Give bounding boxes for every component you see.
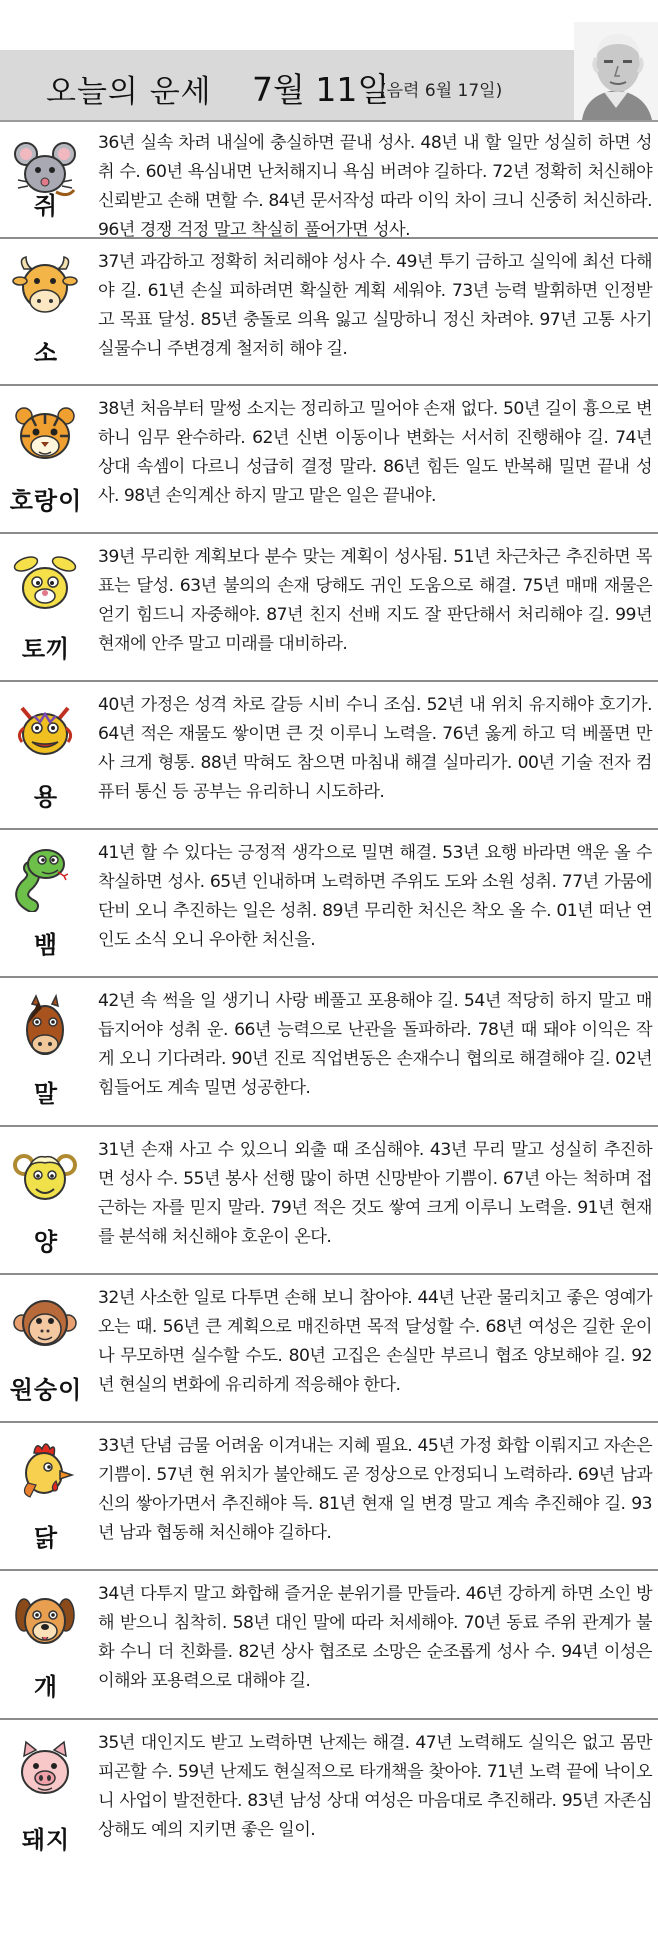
fortune-text: 38년 처음부터 말썽 소지는 정리하고 밀어야 손재 없다. 50년 길이 흉으로 변하니 임무 완수하라. 62년 신변 이동이나 변화는 서서히 진행해야 길. 74년 상대 속셈이 다르니 성급히 결정 말라. 86년 힘든 일도 반복해 밀면 끝내 성사. 98년 손익계산 하지 말고 맡은 일은 끝내야. — [98, 399, 652, 506]
fortune-text: 32년 사소한 일로 다투면 손해 보니 참아야. 44년 난관 물리치고 좋은 영예가 오는 때. 56년 큰 계획으로 매진하면 목적 달성할 수. 68년 여성은 길한 운이나 무모하면 실수할 수도. 80년 고집은 손실만 부르니 협조 양보해야 길. 92년 현실의 변화에 유리하게 적응해야 한다. — [98, 1288, 652, 1395]
animal-cell — [0, 386, 92, 532]
dog-icon — [12, 1587, 78, 1653]
dragon-icon — [12, 698, 78, 764]
fortune-text: 31년 손재 사고 수 있으니 외출 때 조심해야. 43년 무리 말고 성실히 추진하면 성사 수. 55년 봉사 선행 많이 하면 신망받아 기쁨이. 67년 아는 척하며 접근하는 자를 믿지 말라. 79년 적은 것도 쌓여 크게 이루니 노력을. 91년 현재를 분석해 처신해야 호운이 온다. — [98, 1140, 652, 1247]
tiger-icon — [12, 402, 78, 468]
animal-name: 양 — [33, 1228, 59, 1256]
animal-cell — [0, 830, 92, 976]
animal-name: 쥐 — [33, 192, 59, 220]
animal-name: 돼지 — [21, 1826, 71, 1854]
fortune-row-tiger — [0, 386, 658, 534]
fortune-text: 33년 단념 금물 어려움 이겨내는 지혜 필요. 45년 가정 화합 이뤄지고 자손은 기쁨이. 57년 현 위치가 불안해도 곧 정상으로 안정되니 노력하라. 69년 남과 신의 쌓아가면서 추진해야 득. 81년 현재 일 변경 말고 계속 추진해야 길. 93년 남과 협동해 처신해야 길하다. — [98, 1436, 652, 1543]
fortune-text: 34년 다투지 말고 화합해 즐거운 분위기를 만들라. 46년 강하게 하면 소인 방해 받으니 침착히. 58년 대인 말에 따라 처세해야. 70년 동료 주위 관계가 불화 수니 더 친화를. 82년 상사 협조로 소망은 순조롭게 성사 수. 94년 이성은 이해와 포용력으로 대해야 길. — [98, 1584, 652, 1691]
fortune-text: 42년 속 썩을 일 생기니 사랑 베풀고 포용해야 길. 54년 적당히 하지 말고 매듭지어야 성취 운. 66년 능력으로 난관을 돌파하라. 78년 때 돼야 이익은 작게 오니 기다려라. 90년 진로 직업변동은 손재수니 협의로 해결해야 길. 02년 힘들어도 계속 밀면 성공한다. — [98, 991, 652, 1098]
fortune-text: 41년 할 수 있다는 긍정적 생각으로 밀면 해결. 53년 요행 바라면 액운 올 수 착실하면 성사. 65년 인내하며 노력하면 주위도 도와 소원 성취. 77년 가뭄에 단비 오니 추진하는 일은 성취. 89년 무리한 처신은 착오 올 수. 01년 떠난 연인도 소식 오니 우아한 처신을. — [98, 843, 652, 950]
fortune-text: 40년 가정은 성격 차로 갈등 시비 수니 조심. 52년 내 위치 유지해야 호기가. 64년 적은 재물도 쌓이면 큰 것 이루니 노력을. 76년 옳게 하고 덕 베풀면 만사 크게 형통. 88년 막혀도 참으면 마침내 해결 실마리가. 00년 기술 전자 컴퓨터 통신 등 공부는 유리하니 시도하라. — [98, 695, 652, 802]
rooster-icon — [12, 1439, 78, 1505]
animal-cell — [0, 534, 92, 680]
animal-name: 개 — [33, 1673, 59, 1701]
fortune-text: 37년 과감하고 정확히 처리해야 성사 수. 49년 투기 금하고 실익에 최선 다해야 길. 61년 손실 피하려면 확실한 계획 세워야. 73년 능력 발휘하면 인정받고 목표 달성. 85년 충돌로 의욕 잃고 실망하니 정신 차려야. 97년 고통 사기 실물수니 주변경계 철저히 해야 길. — [98, 252, 652, 359]
fortune-row-ox — [0, 239, 658, 386]
animal-name: 용 — [33, 783, 59, 811]
animal-cell — [0, 978, 92, 1125]
snake-icon — [12, 846, 78, 912]
fortune-row-sheep — [0, 1127, 658, 1275]
horse-icon — [12, 994, 78, 1060]
animal-name: 호랑이 — [9, 487, 83, 515]
fortune-row-pig — [0, 1720, 658, 1871]
sheep-icon — [12, 1143, 78, 1209]
animal-cell — [0, 1720, 92, 1871]
animal-cell — [0, 120, 92, 237]
monkey-icon — [12, 1291, 78, 1357]
fortune-text: 35년 대인지도 받고 노력하면 난제는 해결. 47년 노력해도 실익은 없고 몸만 피곤할 수. 59년 난제도 현실적으로 타개책을 찾아야. 71년 노력 끝에 낙이오니 사업이 발전한다. 83년 남성 상대 여성은 마음대로 추진해라. 95년 자존심 상해도 예의 지키면 좋은 일이. — [98, 1733, 652, 1840]
pig-icon — [12, 1736, 78, 1802]
animal-name: 소 — [33, 339, 59, 367]
ox-icon — [12, 255, 78, 321]
header — [0, 22, 658, 120]
fortune-row-rooster — [0, 1423, 658, 1571]
animal-cell — [0, 682, 92, 828]
animal-cell — [0, 1275, 92, 1421]
rabbit-icon — [12, 550, 78, 616]
fortune-row-rabbit — [0, 534, 658, 682]
fortune-text: 39년 무리한 계획보다 분수 맞는 계획이 성사됨. 51년 차근차근 추진하면 목표는 달성. 63년 불의의 손재 당해도 귀인 도움으로 해결. 75년 매매 재물은 얻기 힘드니 자중해야. 87년 친지 선배 지도 잘 판단해서 처리해야 길. 99년 현재에 안주 말고 미래를 대비하라. — [98, 547, 652, 654]
fortune-row-snake — [0, 830, 658, 978]
header-lunar-date: (음력 6월 17일) — [380, 81, 503, 101]
animal-name: 토끼 — [21, 635, 71, 663]
fortune-row-horse — [0, 978, 658, 1127]
animal-name: 원숭이 — [9, 1376, 83, 1404]
animal-cell — [0, 1423, 92, 1569]
animal-name: 뱀 — [33, 931, 59, 959]
fortune-row-dragon — [0, 682, 658, 830]
columnist-portrait-icon — [574, 22, 658, 120]
fortune-row-dog — [0, 1571, 658, 1720]
fortune-row-monkey — [0, 1275, 658, 1423]
animal-cell — [0, 1127, 92, 1273]
fortune-list — [0, 120, 658, 1871]
animal-name: 닭 — [33, 1524, 59, 1552]
fortune-text: 36년 실속 차려 내실에 충실하면 끝내 성사. 48년 내 할 일만 성실히 하면 성취 수. 60년 욕심내면 난처해지니 욕심 버려야 길하다. 72년 정확히 처신해야 신뢰받고 손해 면할 수. 84년 문서작성 따라 이익 차이 크니 신중히 처신하라. 96년 경쟁 걱정 말고 착실히 풀어가면 성사. — [98, 133, 652, 240]
header-date: 7월 11일 — [252, 70, 390, 109]
fortune-row-rat — [0, 120, 658, 239]
animal-cell — [0, 1571, 92, 1718]
animal-name: 말 — [33, 1080, 59, 1108]
animal-cell — [0, 239, 92, 384]
page-title: 오늘의 운세 — [46, 74, 212, 110]
